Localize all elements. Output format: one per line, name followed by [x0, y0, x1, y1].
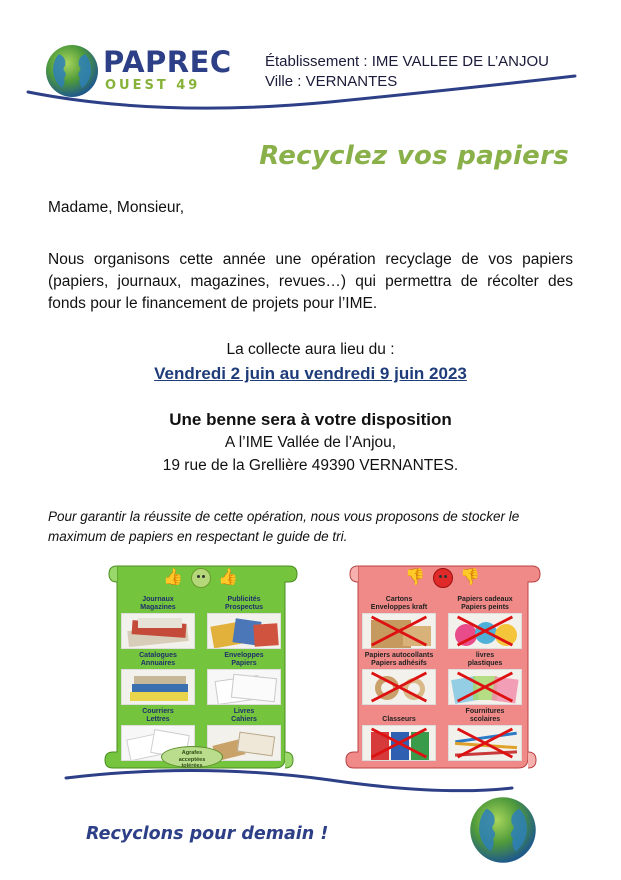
adhesive-tape-image	[362, 669, 436, 705]
plastic-sleeves-image	[448, 669, 522, 705]
accepted-item	[205, 596, 283, 649]
refused-item-label: Papiers adhésifs	[371, 660, 427, 667]
accepted-item	[119, 652, 197, 705]
slogan: Recyclons pour demain !	[86, 824, 329, 844]
establishment-name: Établissement : IME VALLEE DE L’ANJOU	[265, 53, 549, 70]
accepted-item-label: Publicités	[227, 596, 261, 603]
happy-face-icon	[191, 568, 211, 588]
accepted-emoji-row	[103, 568, 298, 588]
refused-item-label: Fournitures	[465, 708, 505, 715]
accepted-item-label: Papiers	[231, 660, 257, 667]
refused-item-label: Cartons	[385, 596, 413, 603]
cross-mark-icon	[449, 726, 521, 760]
refused-item	[446, 596, 524, 649]
newspapers-image	[121, 613, 195, 649]
flyers-image	[207, 613, 281, 649]
accepted-item-label: Annuaires	[140, 660, 176, 667]
accepted-item-label: Lettres	[146, 716, 170, 723]
refused-item-label: Papiers peints	[461, 604, 509, 611]
envelopes-image	[207, 669, 281, 705]
school-supplies-image	[448, 725, 522, 761]
address-line-1: A l’IME Vallée de l’Anjou,	[224, 434, 397, 451]
catalogues-image	[121, 669, 195, 705]
gift-paper-image	[448, 613, 522, 649]
accepted-item-label: Prospectus	[224, 604, 264, 611]
accepted-papers-panel	[103, 562, 298, 772]
accepted-item-label: Cahiers	[231, 716, 257, 723]
thumbs-up-icon: 👍	[217, 569, 238, 586]
refused-item-label: Classeurs	[382, 716, 416, 723]
headline: Recyclez vos papiers	[259, 141, 569, 171]
skip-title: Une benne sera à votre disposition	[169, 410, 452, 429]
collect-dates: Vendredi 2 juin au vendredi 9 juin 2023	[154, 364, 467, 383]
refused-item-label: scolaires	[469, 716, 501, 723]
accepted-item	[205, 652, 283, 705]
cross-mark-icon	[363, 726, 435, 760]
collect-label: La collecte aura lieu du :	[226, 341, 395, 358]
cardboard-image	[362, 613, 436, 649]
globe-faces-icon	[469, 796, 537, 864]
refused-papers-panel	[344, 562, 541, 772]
cross-mark-icon	[363, 670, 435, 704]
establishment-city: Ville : VERNANTES	[265, 73, 398, 90]
logo-name: PAPREC	[103, 45, 232, 79]
refused-item-label: plastiques	[467, 660, 503, 667]
refused-item	[360, 596, 438, 649]
advice-paragraph: Pour garantir la réussite de cette opération, nous vous proposons de stocker le maximum de papiers en respectant le guide de tri.	[48, 509, 520, 544]
refused-emoji-row	[344, 568, 541, 588]
refused-item	[360, 652, 438, 705]
binders-image	[362, 725, 436, 761]
refused-item	[446, 652, 524, 705]
accepted-grid	[119, 596, 283, 761]
address-line-2: 19 rue de la Grellière 49390 VERNANTES.	[162, 457, 459, 474]
cross-mark-icon	[449, 614, 521, 648]
accepted-item	[119, 596, 197, 649]
accepted-item-label: Livres	[233, 708, 255, 715]
sad-face-icon	[433, 568, 453, 588]
thumbs-up-icon: 👍	[163, 569, 184, 586]
accepted-item-label: Catalogues	[139, 652, 177, 659]
refused-item-label: Papiers cadeaux	[457, 596, 513, 603]
refused-item	[360, 708, 438, 761]
intro-paragraph: Nous organisons cette année une opération recyclage de vos papiers (papiers, journaux, magazines, revues…) qui permettra de récolter des fonds pour le financement de projets pour l’IME.	[48, 251, 573, 312]
accepted-item-label: Enveloppes	[224, 652, 264, 659]
refused-item-label: Enveloppes kraft	[370, 604, 428, 611]
thumbs-down-icon: 👎	[459, 569, 480, 586]
header-swoosh	[0, 70, 621, 130]
logo-subtitle: OUEST 49	[105, 78, 201, 93]
cross-mark-icon	[449, 670, 521, 704]
staples-badge: Agrafes acceptées tolérées	[161, 746, 223, 768]
refused-grid	[360, 596, 524, 761]
cross-mark-icon	[363, 614, 435, 648]
refused-item	[446, 708, 524, 761]
accepted-item-label: Magazines	[140, 604, 176, 611]
thumbs-down-icon: 👎	[405, 569, 426, 586]
accepted-item-label: Courriers	[142, 708, 174, 715]
refused-item-label: Papiers autocollants	[364, 652, 434, 659]
greeting: Madame, Monsieur,	[48, 199, 185, 216]
refused-item-label: livres	[475, 652, 495, 659]
accepted-item-label: Journaux	[142, 596, 174, 603]
